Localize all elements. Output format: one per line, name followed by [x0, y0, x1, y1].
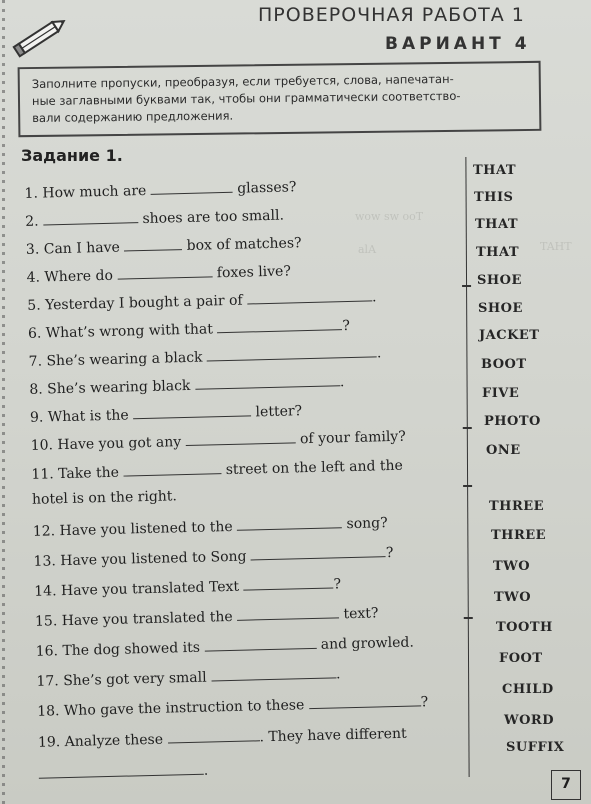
word-prompt: JACKET: [479, 328, 540, 343]
answer-blank[interactable]: [237, 603, 339, 620]
answer-blank[interactable]: [167, 726, 259, 743]
word-prompt: WORD: [504, 713, 555, 728]
sentence-11-continued: hotel is on the right.: [31, 488, 178, 508]
answer-blank[interactable]: [195, 371, 340, 390]
sentence-1: 1. How much are glasses?: [24, 179, 297, 202]
answer-blank[interactable]: [217, 315, 342, 333]
show-through-text: wow sw ooT: [355, 210, 424, 223]
answer-blank[interactable]: [247, 286, 372, 304]
word-prompt: THREE: [491, 528, 547, 543]
answer-blank[interactable]: [124, 235, 182, 251]
show-through-text: TAHT: [540, 240, 572, 253]
answer-blank[interactable]: [237, 513, 342, 531]
word-prompt: SHOE: [478, 301, 523, 316]
word-prompt: THREE: [489, 499, 545, 514]
sentence-4: 4. Where do foxes live?: [26, 263, 292, 286]
word-prompt: TWO: [493, 559, 531, 574]
sentence-9: 9. What is the letter?: [29, 403, 303, 426]
instruction-line: Заполните пропуски, преобразуя, если требуется, слова, напечатан-: [31, 71, 454, 92]
answer-blank[interactable]: [185, 428, 295, 446]
sentence-6: 6. What’s wrong with that ?: [28, 315, 350, 342]
sentence-10: 10. Have you got any of your family?: [30, 428, 406, 454]
word-prompt: CHILD: [502, 682, 554, 697]
word-prompt: THAT: [473, 163, 517, 178]
word-prompt: THAT: [476, 245, 520, 260]
variant-label: ВАРИАНТ 4: [385, 34, 531, 54]
word-prompt: PHOTO: [484, 414, 541, 429]
instruction-line: вали содержанию предложения.: [32, 108, 234, 126]
sentence-19-continued: .: [39, 760, 209, 783]
word-prompt: ONE: [486, 443, 521, 458]
sentence-11: 11. Take the street on the left and the: [31, 457, 404, 483]
answer-blank[interactable]: [204, 634, 316, 652]
sentence-8: 8. She’s wearing black .: [29, 371, 344, 398]
word-prompt: TWO: [494, 590, 532, 605]
sentence-17: 17. She’s got very small .: [36, 663, 340, 689]
answer-blank[interactable]: [43, 208, 138, 225]
answer-blank[interactable]: [308, 691, 420, 709]
page-number: 7: [551, 770, 581, 800]
sentence-15: 15. Have you translated the text?: [35, 602, 379, 629]
answer-blank[interactable]: [151, 178, 233, 195]
page-title: ПРОВЕРОЧНАЯ РАБОТА 1: [258, 4, 525, 26]
instruction-line: ные заглавными буквами так, чтобы они грамматически соответство-: [31, 88, 461, 109]
answer-blank[interactable]: [117, 262, 212, 279]
answer-blank[interactable]: [211, 663, 336, 681]
answer-blank[interactable]: [133, 401, 251, 419]
word-prompt: FOOT: [499, 651, 543, 666]
show-through-text: alA: [358, 243, 377, 256]
sentence-3: 3. Can I have box of matches?: [25, 235, 302, 258]
sentence-19: 19. Analyze these . They have different: [37, 725, 407, 751]
answer-blank[interactable]: [39, 760, 204, 779]
answer-blank[interactable]: [123, 459, 221, 476]
sentence-7: 7. She’s wearing a black .: [28, 342, 381, 370]
sentence-18: 18. Who gave the instruction to these ?: [37, 691, 428, 720]
task-heading: Задание 1.: [21, 146, 123, 165]
sentence-14: 14. Have you translated Text ?: [34, 573, 341, 599]
word-prompt: BOOT: [481, 357, 527, 372]
sentence-13: 13. Have you listened to Song ?: [33, 542, 393, 570]
answer-blank[interactable]: [207, 342, 377, 361]
word-prompt: FIVE: [482, 386, 520, 401]
sentence-5: 5. Yesterday I bought a pair of .: [27, 286, 377, 314]
word-prompt: TOOTH: [496, 620, 553, 635]
word-prompt: SUFFIX: [506, 740, 565, 755]
sentence-12: 12. Have you listened to the song?: [32, 515, 388, 540]
sentence-2: 2. shoes are too small.: [25, 207, 285, 230]
word-prompt: THAT: [475, 217, 519, 232]
sentence-16: 16. The dog showed its and growled.: [35, 634, 415, 660]
answer-blank[interactable]: [243, 573, 333, 590]
word-prompt: THIS: [474, 190, 514, 205]
word-prompt: SHOE: [477, 273, 522, 288]
answer-blank[interactable]: [251, 542, 386, 560]
